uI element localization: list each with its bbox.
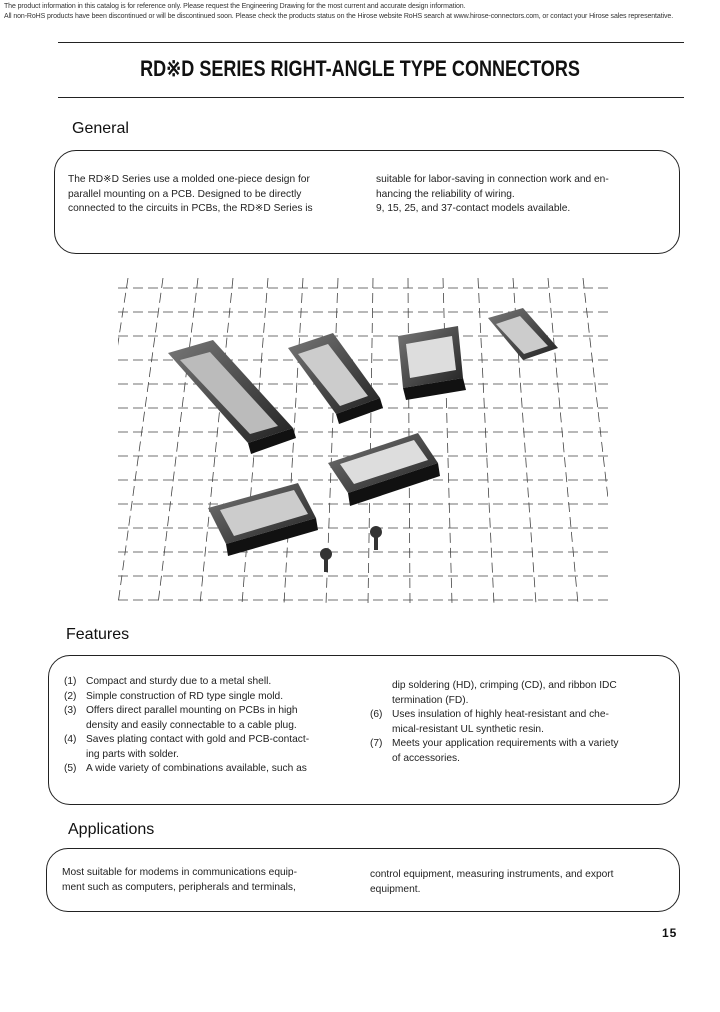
title-rule: [58, 97, 684, 98]
feature-line: density and easily connectable to a cable plug.: [86, 719, 297, 731]
feature-line: ing parts with solder.: [86, 748, 179, 760]
general-heading: General: [72, 120, 129, 137]
connector-5-icon: [328, 433, 440, 506]
feature-item-1: [64, 675, 356, 690]
feature-line: of accessories.: [392, 752, 460, 764]
top-rule: [58, 42, 684, 43]
feature-num: (3): [64, 705, 77, 716]
features-right-column: [370, 679, 670, 766]
feature-line: mical-resistant UL synthetic resin.: [392, 723, 544, 735]
feature-line: A wide variety of combinations available, such as: [86, 763, 307, 774]
feature-line: dip soldering (HD), crimping (CD), and ribbon IDC: [392, 680, 617, 691]
feature-line: Offers direct parallel mounting on PCBs in high: [86, 705, 298, 716]
feature-line: Saves plating contact with gold and PCB-contact-: [86, 734, 310, 745]
feature-num: (2): [64, 690, 77, 702]
general-right-line: suitable for labor-saving in connection work and en-: [376, 174, 609, 185]
feature-line: Meets your application requirements with a variety: [392, 738, 619, 749]
feature-num: (4): [64, 734, 77, 745]
feature-line: Uses insulation of highly heat-resistant and che-: [392, 709, 609, 720]
general-left-line: The RD※D Series use a molded one-piece design for: [68, 174, 310, 185]
feature-line: termination (FD).: [392, 694, 469, 706]
feature-num: (1): [64, 676, 77, 687]
feature-item-5-cont: [370, 679, 670, 708]
connector-product-photo: [118, 278, 608, 604]
feature-line: Simple construction of RD type single mold.: [86, 690, 284, 702]
general-right-line: 9, 15, 25, and 37-contact models available.: [376, 203, 571, 214]
screw-accessory-icon: [320, 526, 382, 572]
applications-right-line: equipment.: [370, 883, 421, 895]
applications-right-line: control equipment, measuring instruments, and export: [370, 869, 614, 880]
applications-heading: Applications: [68, 821, 155, 838]
feature-item-6: [370, 708, 670, 737]
feature-num: (7): [370, 738, 383, 749]
feature-item-4: [64, 733, 356, 762]
connector-2-icon: [288, 333, 383, 424]
features-heading: Features: [66, 626, 130, 643]
applications-left-column: [62, 866, 354, 895]
connector-3-icon: [398, 326, 466, 400]
feature-line: Compact and sturdy due to a metal shell.: [86, 676, 272, 687]
connector-1-icon: [168, 340, 296, 454]
feature-item-5: [64, 762, 356, 777]
page-title: RD※D SERIES RIGHT-ANGLE TYPE CONNECTORS: [140, 56, 580, 81]
applications-left-line: Most suitable for modems in communications equip-: [62, 867, 297, 878]
general-left-column: [68, 173, 360, 217]
notice-line-1: The product information in this catalog is for reference only. Please request the Engineering Drawing for the most current and accurate design information.: [4, 3, 466, 10]
general-right-column: [376, 173, 670, 217]
connector-6-icon: [208, 483, 318, 556]
page-number: 15: [662, 926, 678, 940]
feature-item-7: [370, 737, 670, 766]
features-left-column: [64, 675, 356, 777]
general-right-line: hancing the reliability of wiring.: [376, 188, 515, 200]
feature-item-2: [64, 690, 356, 705]
feature-num: (6): [370, 709, 383, 720]
general-left-line: parallel mounting on a PCB. Designed to be directly: [68, 188, 302, 200]
connector-4-icon: [488, 308, 558, 360]
applications-right-column: [370, 868, 672, 897]
general-left-line: connected to the circuits in PCBs, the RD※D Series is: [68, 203, 313, 214]
feature-item-3: [64, 704, 356, 733]
feature-num: (5): [64, 763, 77, 774]
applications-left-line: ment such as computers, peripherals and terminals,: [62, 881, 296, 893]
notice-line-2: All non-RoHS products have been discontinued or will be discontinued soon. Please check the products status on the Hirose website RoHS search at www.hirose-connectors.com, or contact your Hirose sales representative.: [4, 13, 674, 20]
